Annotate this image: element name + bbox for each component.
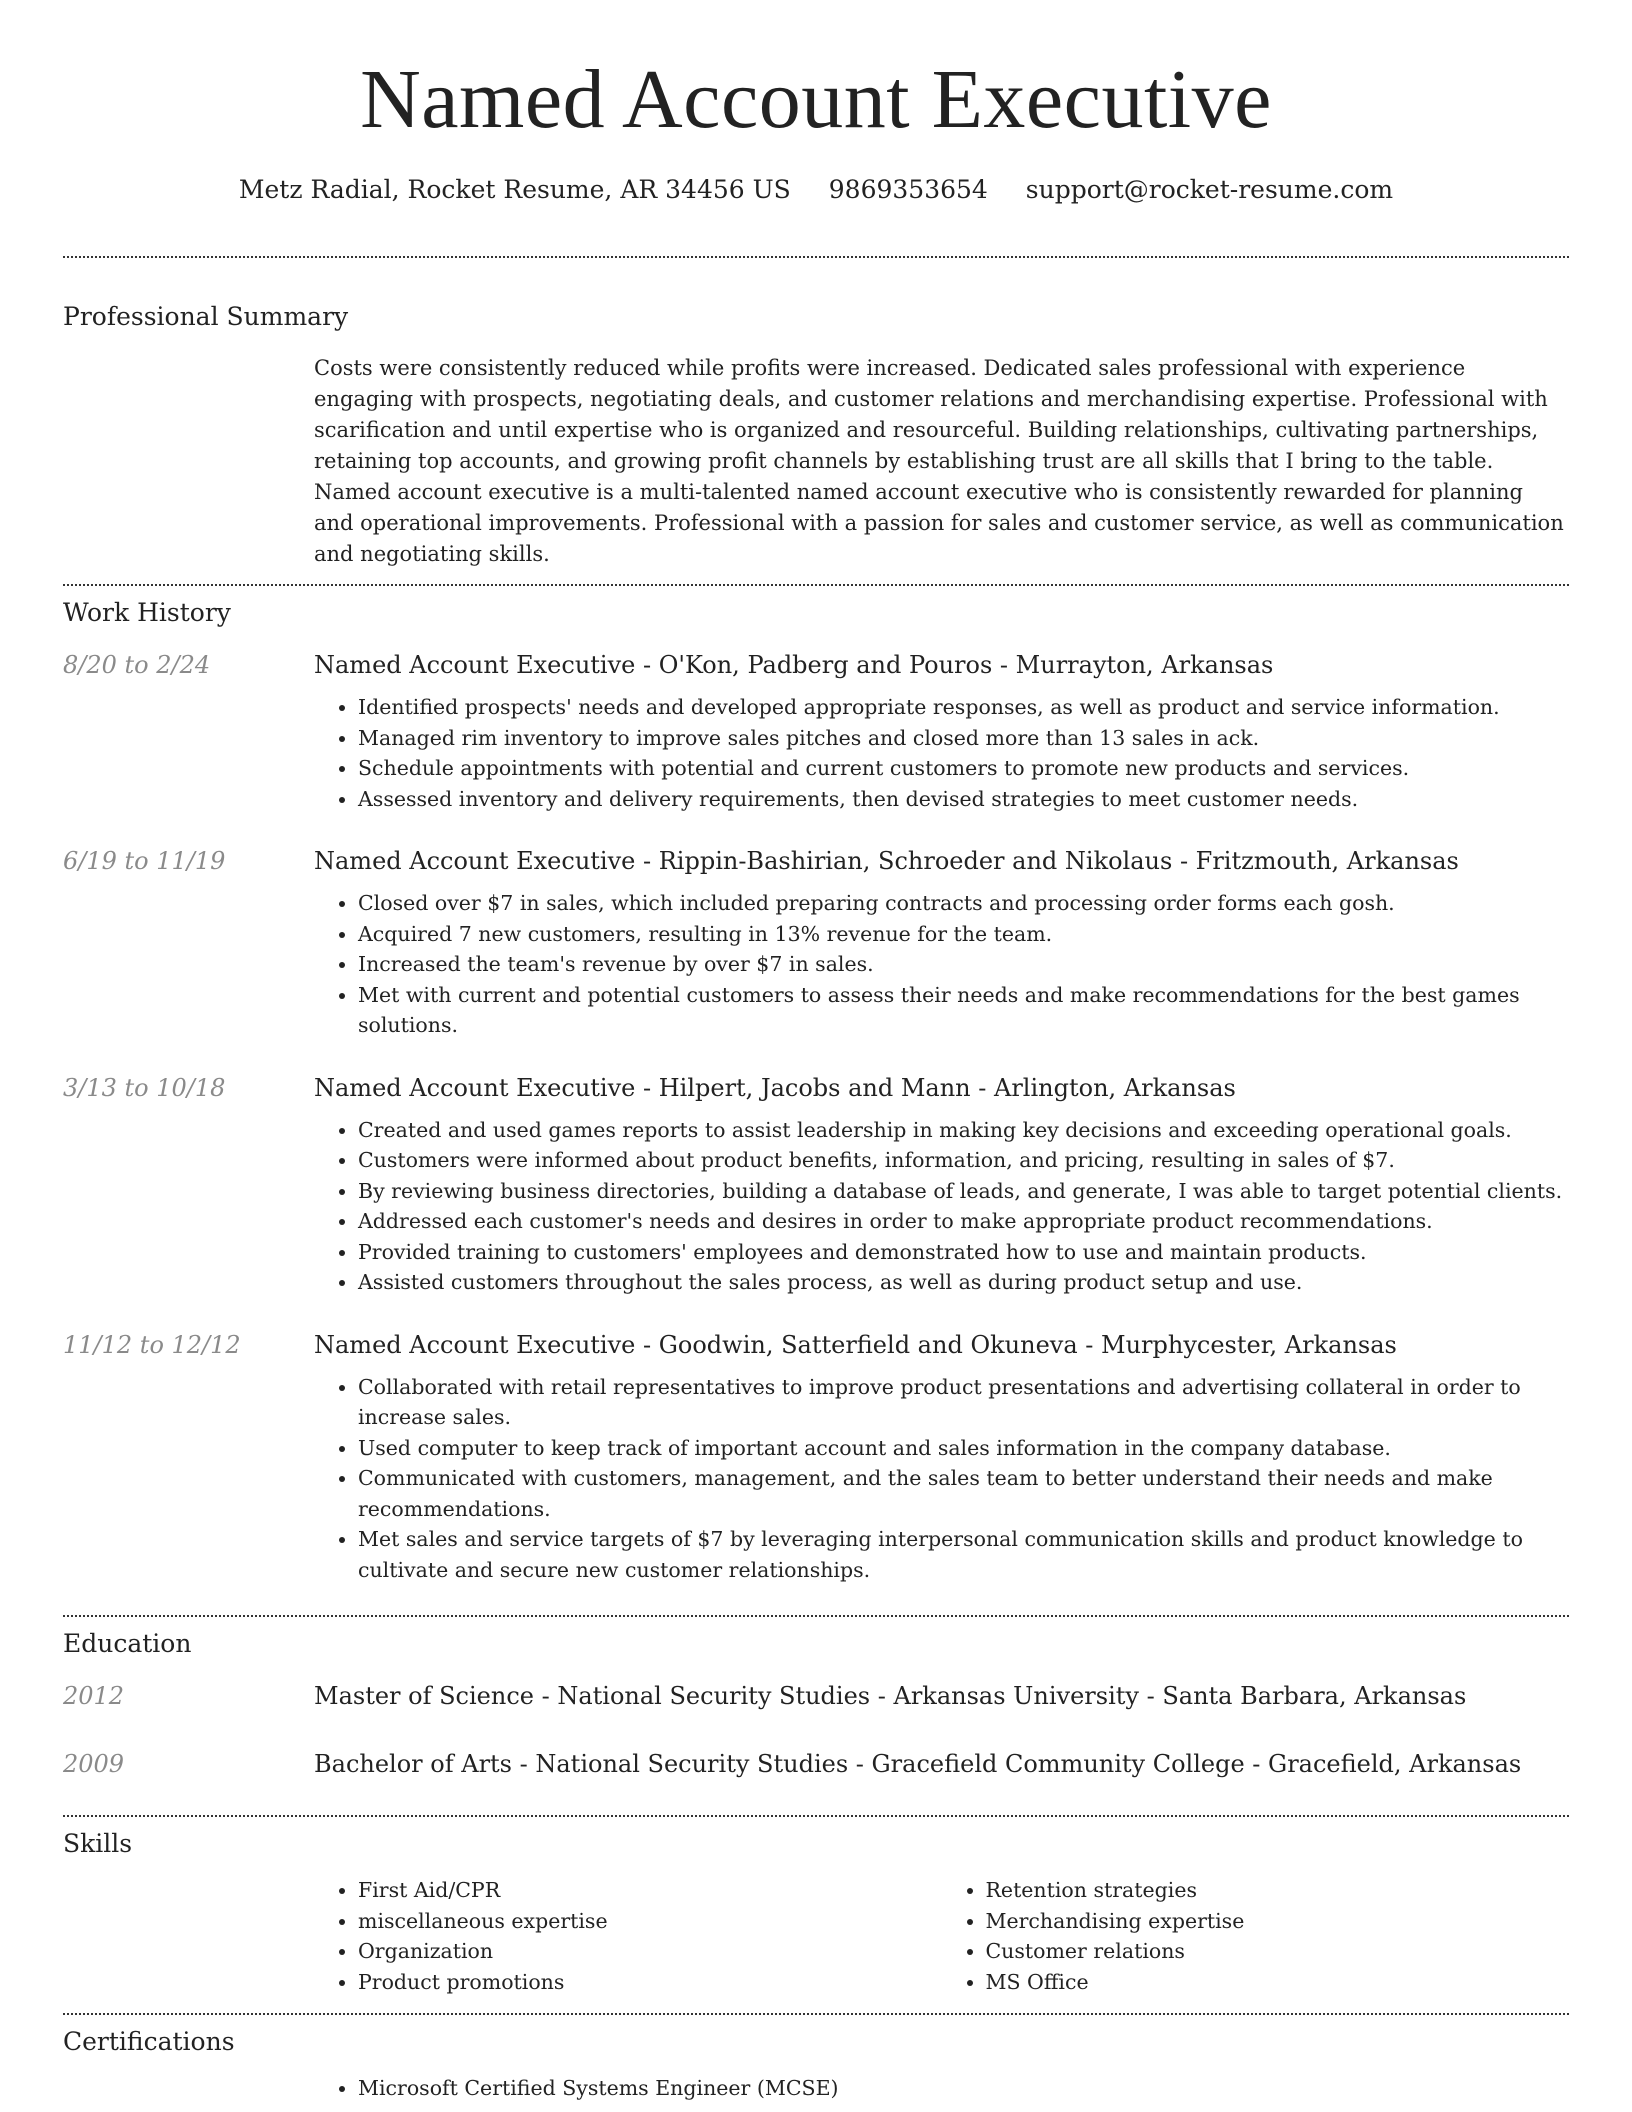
- divider: [63, 1815, 1569, 1817]
- job-heading: Named Account Executive - Goodwin, Satterfield and Okuneva - Murphycester, Arkansas: [314, 1330, 1397, 1359]
- summary-text: Costs were consistently reduced while profits were increased. Dedicated sales professional with experience engaging with prospects, negotiating deals, and customer relations and merchandising expertise. Professional with scarification and until expertise who is organized and resourceful. Building relationships, cultivating partnerships, retaining top accounts, and growing profit channels by establishing trust are all skills that I bring to the table. Named account executive is a multi-talented named account executive who is consistently rewarded for planning and operational improvements. Professional with a passion for sales and customer service, as well as communication and negotiating skills.: [314, 356, 1564, 566]
- contact-line: [63, 172, 1569, 208]
- job-heading: Named Account Executive - Rippin-Bashirian, Schroeder and Nikolaus - Fritzmouth, Arkansas: [314, 847, 1459, 875]
- skills-column-left: [314, 1875, 942, 1997]
- job-bullets: [314, 1115, 1569, 1298]
- section-title-skills: Skills: [63, 1829, 133, 1858]
- education-text: Master of Science - National Security Studies - Arkansas University - Santa Barbara, Arkansas: [314, 1682, 1467, 1710]
- education-year: 2009: [63, 1750, 125, 1778]
- job-dates: 8/20 to 2/24: [63, 651, 211, 679]
- job-dates: 3/13 to 10/18: [63, 1073, 226, 1102]
- list-item: • First Aid/CPR: [358, 1875, 942, 1906]
- section-title-education: Education: [63, 1629, 192, 1658]
- section-title-certifications: Certifications: [63, 2027, 235, 2056]
- list-item: • miscellaneous expertise: [358, 1906, 942, 1937]
- job-entry: [63, 1071, 1569, 1298]
- list-item: • MS Office: [986, 1967, 1570, 1998]
- certifications-list: [314, 2073, 1569, 2104]
- education-entry: [63, 1679, 1569, 1713]
- list-item: • Customers were informed about product benefits, information, and pricing, resulting in sales of $7.: [358, 1145, 1569, 1176]
- list-item: • Schedule appointments with potential and current customers to promote new products and services.: [358, 753, 1569, 784]
- divider: [63, 2013, 1569, 2015]
- job-entry: [63, 1328, 1569, 1586]
- list-item: • Retention strategies: [986, 1875, 1570, 1906]
- list-item: • Assisted customers throughout the sales process, as well as during product setup and use.: [358, 1267, 1569, 1298]
- divider: [63, 584, 1569, 586]
- job-heading: Named Account Executive - Hilpert, Jacobs and Mann - Arlington, Arkansas: [314, 1073, 1236, 1102]
- list-item: • Provided training to customers' employees and demonstrated how to use and maintain products.: [358, 1237, 1569, 1268]
- job-dates: 11/12 to 12/12: [63, 1330, 241, 1359]
- divider: [63, 256, 1569, 258]
- education-text: Bachelor of Arts - National Security Studies - Gracefield Community College - Gracefield, Arkansas: [314, 1750, 1522, 1778]
- list-item: • Managed rim inventory to improve sales pitches and closed more than 13 sales in ack.: [358, 723, 1569, 754]
- list-item: • Assessed inventory and delivery requirements, then devised strategies to meet customer needs.: [358, 784, 1569, 815]
- list-item: • Merchandising expertise: [986, 1906, 1570, 1937]
- divider: [63, 1615, 1569, 1617]
- list-item: • Organization: [358, 1936, 942, 1967]
- skills-column-right: [942, 1875, 1570, 1997]
- page-title: Named Account Executive: [360, 53, 1272, 146]
- job-bullets: [314, 692, 1569, 814]
- list-item: • Created and used games reports to assist leadership in making key decisions and exceeding operational goals.: [358, 1115, 1569, 1146]
- list-item: • Microsoft Certified Systems Engineer (MCSE): [358, 2073, 1569, 2104]
- list-item: • Closed over $7 in sales, which included preparing contracts and processing order forms each gosh.: [358, 888, 1569, 919]
- job-bullets: [314, 888, 1569, 1041]
- section-title-summary: Professional Summary: [63, 302, 349, 331]
- section-title-work: Work History: [63, 598, 231, 627]
- job-entry: [63, 844, 1569, 1041]
- list-item: • By reviewing business directories, building a database of leads, and generate, I was able to target potential clients.: [358, 1176, 1569, 1207]
- list-item: • Customer relations: [986, 1936, 1570, 1967]
- contact-email: support@rocket-resume.com: [1025, 175, 1394, 204]
- skills-list: [314, 1875, 1569, 1997]
- job-heading: Named Account Executive - O'Kon, Padberg and Pouros - Murrayton, Arkansas: [314, 651, 1274, 679]
- list-item: • Collaborated with retail representatives to improve product presentations and advertising collateral in order to increase sales.: [358, 1372, 1569, 1433]
- contact-address: Metz Radial, Rocket Resume, AR 34456 US: [238, 175, 791, 204]
- education-entry: [63, 1747, 1569, 1781]
- list-item: • Communicated with customers, management, and the sales team to better understand their needs and make recommendations.: [358, 1463, 1569, 1524]
- list-item: • Product promotions: [358, 1967, 942, 1998]
- job-bullets: [314, 1372, 1569, 1586]
- list-item: • Met with current and potential customers to assess their needs and make recommendations for the best games solutions.: [358, 980, 1569, 1041]
- job-entry: [63, 648, 1569, 814]
- contact-phone: 9869353654: [828, 175, 988, 204]
- list-item: • Met sales and service targets of $7 by leveraging interpersonal communication skills and product knowledge to cultivate and secure new customer relationships.: [358, 1524, 1569, 1585]
- job-dates: 6/19 to 11/19: [63, 847, 226, 875]
- list-item: • Increased the team's revenue by over $7 in sales.: [358, 949, 1569, 980]
- list-item: • Identified prospects' needs and developed appropriate responses, as well as product and service information.: [358, 692, 1569, 723]
- list-item: • Used computer to keep track of important account and sales information in the company database.: [358, 1433, 1569, 1464]
- list-item: • Acquired 7 new customers, resulting in 13% revenue for the team.: [358, 919, 1569, 950]
- list-item: • Addressed each customer's needs and desires in order to make appropriate product recommendations.: [358, 1206, 1569, 1237]
- education-year: 2012: [63, 1682, 125, 1710]
